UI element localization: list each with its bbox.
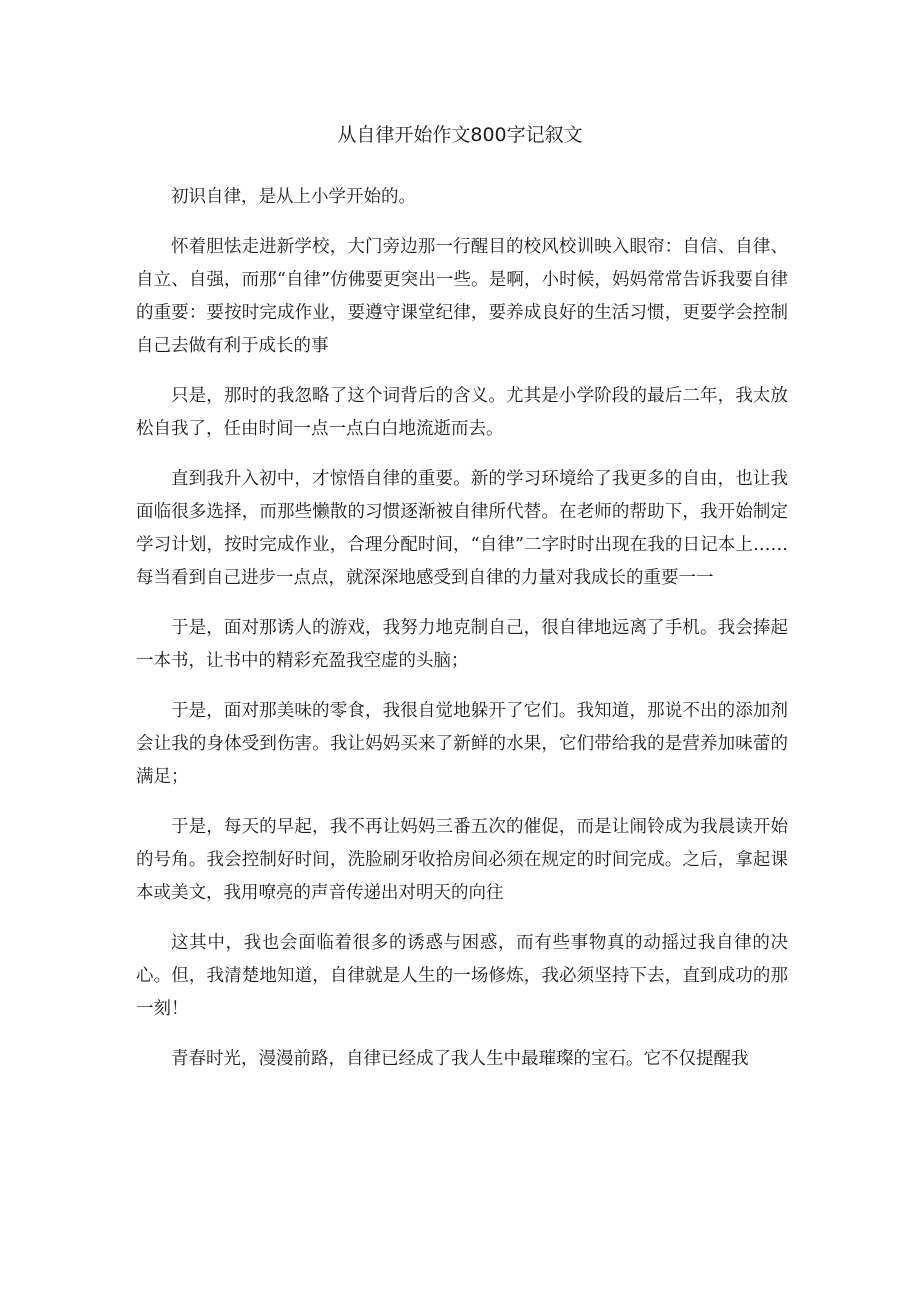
paragraph-7: 于是，每天的早起，我不再让妈妈三番五次的催促，而是让闹铃成为我晨读开始的号角。我会控制好时间，洗脸刷牙收拾房间必须在规定的时间完成。之后，拿起课本或美文，我用嘹亮的声音传递出对明天的向往 [136,817,788,903]
paragraph-2: 怀着胆怯走进新学校，大门旁边那一行醒目的校风校训映入眼帘：自信、自律、自立、自强，而那“自律”仿佛要更突出一些。是啊，小时候，妈妈常常告诉我要自律的重要：要按时完成作业，要遵守课堂纪律，要养成良好的生活习惯，更要学会控制自己去做有利于成长的事 [136,237,788,356]
document-title: 从自律开始作文800字记叙文 [337,124,583,146]
paragraph-5: 于是，面对那诱人的游戏，我努力地克制自己，很自律地远离了手机。我会捧起一本书，让书中的精彩充盈我空虚的头脑； [136,618,788,671]
paragraph-4: 直到我升入初中，才惊悟自律的重要。新的学习环境给了我更多的自由，也让我面临很多选择，而那些懒散的习惯逐渐被自律所代替。在老师的帮助下，我开始制定学习计划，按时完成作业，合理分配时间，“自律”二字时时出现在我的日记本上……每当看到自己进步一点点，就深深地感受到自律的力量对我成长的重要一一 [136,469,788,588]
paragraph-9: 青春时光，漫漫前路，自律已经成了我人生中最璀璨的宝石。它不仅提醒我 [171,1049,749,1069]
paragraph-3: 只是，那时的我忽略了这个词背后的含义。尤其是小学阶段的最后二年，我太放松自我了，任由时间一点一点白白地流逝而去。 [136,386,788,439]
paragraph-6: 于是，面对那美味的零食，我很自觉地躲开了它们。我知道，那说不出的添加剂会让我的身体受到伤害。我让妈妈买来了新鲜的水果，它们带给我的是营养加味蕾的满足； [136,701,788,787]
paragraph-1: 初识自律，是从上小学开始的。 [171,187,416,207]
paragraph-8: 这其中，我也会面临着很多的诱惑与困惑，而有些事物真的动摇过我自律的决心。但，我清楚地知道，自律就是人生的一场修炼，我必须坚持下去，直到成功的那一刻！ [136,933,788,1019]
document-body [136,181,788,1093]
